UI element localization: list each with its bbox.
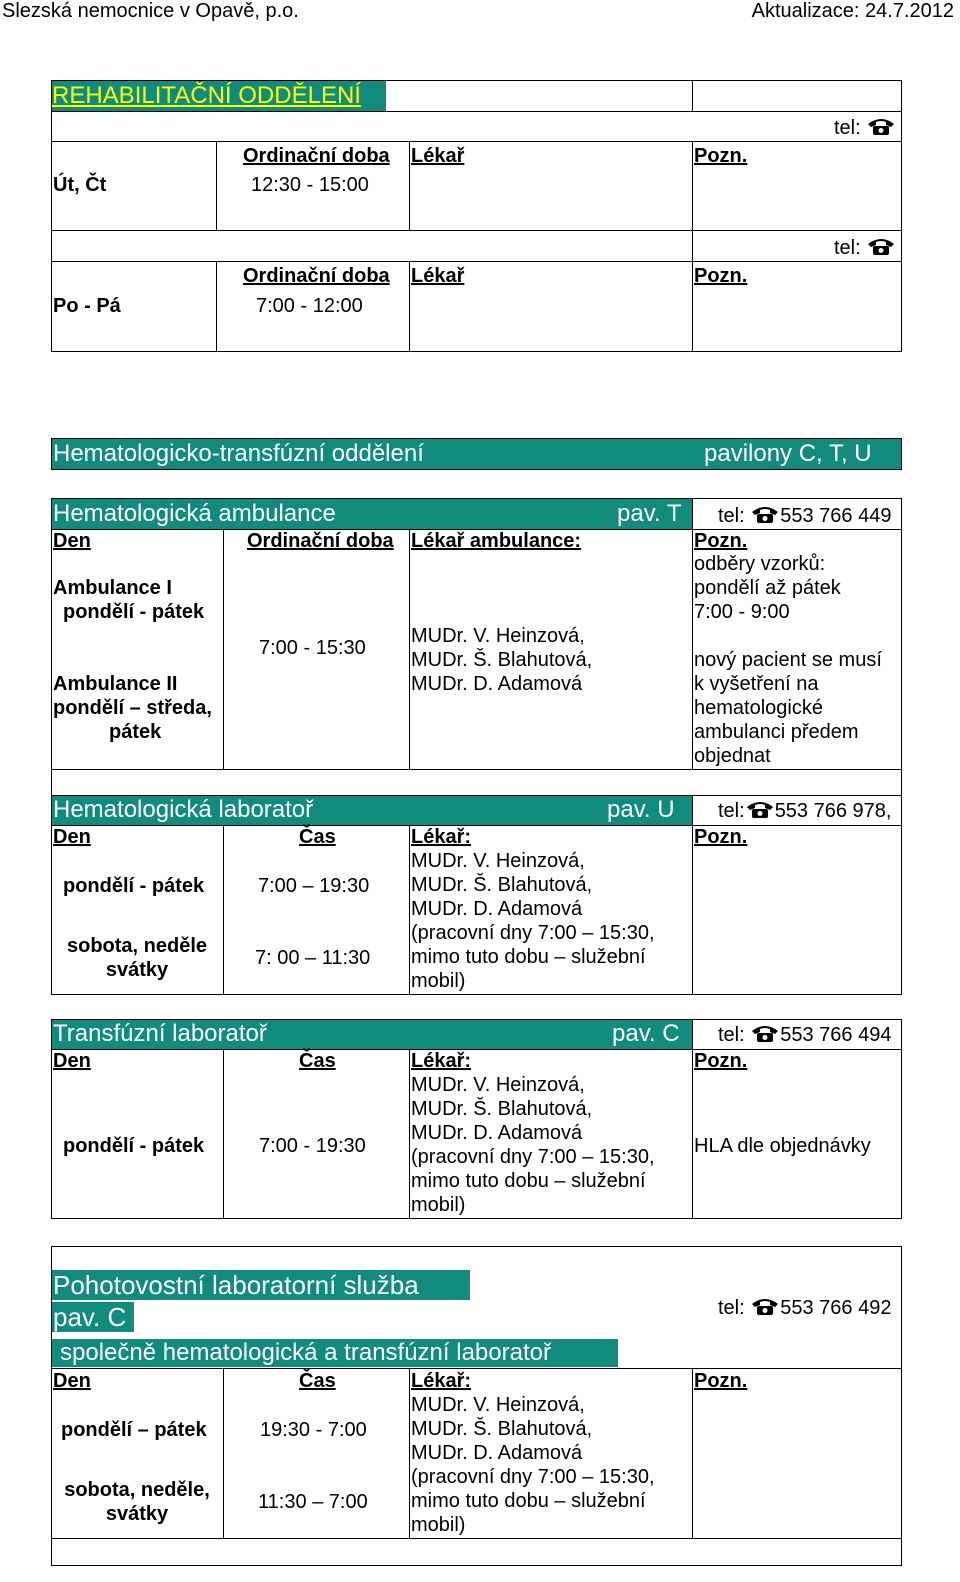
col-doctor: Lékař: [411,826,472,848]
col-note: Pozn. [694,1370,748,1392]
transf-title: Transfúzní laboratoř [53,1020,267,1047]
doctor-line: (pracovní dny 7:00 – 15:30, [411,1146,655,1168]
col-note: Pozn. [694,265,748,287]
note-line: odběry vzorků: [694,553,826,575]
col-day: Den [53,530,91,552]
page-header [0,0,960,24]
doctor-name: MUDr. D. Adamová [411,673,583,695]
lab-day2 [53,934,221,982]
hemato-pavilions: pavilony C, T, U [704,440,872,467]
doctor-line: (pracovní dny 7:00 – 15:30, [411,1466,655,1488]
hemato-lab-section [51,795,902,995]
institution-name: Slezská nemocnice v Opavě, p.o. [2,0,299,22]
doctor-line: MUDr. V. Heinzová, [411,850,585,872]
tel-label: tel: [718,1297,745,1319]
lab-title: Hematologická laboratoř [53,796,314,823]
telephone-icon [750,1023,780,1043]
doctor-line: mimo tuto dobu – služební [411,1490,646,1512]
rehab-section [51,80,902,352]
col-doctor: Lékař: [411,1050,472,1072]
emerg-doctors [411,1393,655,1537]
doctor-hours-title: Ordinační hodiny lékaře [53,112,307,139]
tel-label: tel: [718,1024,745,1046]
telephone-icon [750,504,780,524]
doctor-line: mimo tuto dobu – služební [411,946,646,968]
note-line: hematologické [694,697,823,719]
day-line: sobota, neděle [66,935,208,957]
doctor-line: mobil) [411,970,466,992]
doctor-line: MUDr. D. Adamová [411,1122,583,1144]
doctor-line: (pracovní dny 7:00 – 15:30, [411,922,655,944]
doctor-line: mobil) [411,1514,466,1536]
lab-pav: pav. U [607,796,675,823]
day-line: svátky [105,959,169,981]
tel-label: tel: [834,237,861,259]
col-hours: Ordinační doba [243,145,390,167]
tel-label: tel: [718,800,745,822]
doctor-hours-value: 12:30 - 15:00 [251,174,369,196]
note-line: objednat [694,745,771,767]
doctor-name: MUDr. Š. Blahutová, [411,649,593,671]
col-doctor: Lékař [411,145,465,167]
col-hours: Ordinační doba [247,530,394,552]
amb1-label [53,576,204,624]
doctor-line: MUDr. V. Heinzová, [411,1394,585,1416]
amb-hours-pav: pav. W [609,232,682,259]
amb-day: Po - Pá [53,295,121,317]
doctor-name: MUDr. V. Heinzová, [411,625,585,647]
col-time: Čas [299,1370,336,1392]
col-hours: Ordinační doba [243,265,390,287]
telephone-icon [866,116,896,136]
amb2-label [53,672,212,744]
amb-pav: pav. T [617,500,682,527]
amb-note1 [694,552,841,624]
transf-note: HLA dle objednávky [694,1135,871,1157]
emerg-time2: 11:30 – 7:00 [258,1491,368,1513]
doctor-hours-tel [834,116,896,140]
lab-time2: 7: 00 – 11:30 [255,947,371,969]
tel-number: 553 766 449 [780,505,892,527]
emerg-title: Pohotovostní laboratorní služba [53,1270,419,1300]
amb-hours: 7:00 - 15:30 [259,637,366,659]
lab-doctors [411,849,655,993]
telephone-icon [866,236,896,256]
day-line: svátky [105,1503,169,1525]
doctor-hours-pav: pav. W [607,112,680,139]
telephone-icon [745,799,775,819]
col-note: Pozn. [694,145,748,167]
transf-doctors [411,1073,655,1217]
hemato-ambulance-section [51,498,902,796]
amb-hours-tel [834,236,896,260]
doctor-line: MUDr. D. Adamová [411,898,583,920]
emerg-tel [718,1296,891,1320]
doctor-line: mimo tuto dobu – služební [411,1170,646,1192]
col-note: Pozn. [694,530,748,552]
doctor-day: Út, Čt [53,174,107,196]
hemato-title-bar [51,438,902,470]
transf-pav: pav. C [612,1020,680,1047]
note-line: k vyšetření na [694,673,819,695]
col-day: Den [53,826,91,848]
tel-label: tel: [834,117,861,139]
col-note: Pozn. [694,826,748,848]
lab-day1: pondělí - pátek [63,875,205,897]
doctor-line: MUDr. D. Adamová [411,1442,583,1464]
col-day: Den [53,1370,91,1392]
emerg-pav: pav. C [53,1302,127,1332]
tel-number: 553 766 978, [774,800,892,822]
emerg-time1: 19:30 - 7:00 [260,1419,367,1441]
emerg-day2 [53,1478,221,1526]
col-note: Pozn. [694,1050,748,1072]
col-doctor: Lékař ambulance: [411,530,582,552]
doctor-line: MUDr. Š. Blahutová, [411,1418,593,1440]
emerg-day1: pondělí – pátek [61,1419,207,1441]
rehab-title: REHABILITAČNÍ ODDĚLENÍ [52,81,386,111]
transf-time: 7:00 - 19:30 [259,1135,366,1157]
col-time: Čas [299,826,336,848]
doctor-line: MUDr. V. Heinzová, [411,1074,585,1096]
amb2-name: Ambulance II [53,673,178,695]
amb-hours-value: 7:00 - 12:00 [256,295,363,317]
lab-tel [718,799,891,823]
hemato-title: Hematologicko-transfúzní oddělení [53,440,424,467]
update-date: Aktualizace: 24.7.2012 [751,0,954,22]
tel-label: tel: [718,505,745,527]
emergency-lab-section [51,1246,902,1566]
amb1-days: pondělí - pátek [63,601,205,623]
amb2-days: pondělí – středa, [53,697,212,719]
col-doctor: Lékař [411,265,465,287]
transf-tel [718,1023,891,1047]
amb1-name: Ambulance I [53,577,172,599]
day-line: sobota, neděle, [64,1479,210,1501]
amb-note2 [694,648,882,768]
emerg-subtitle: společně hematologická a transfúzní laboratoř [60,1339,551,1366]
col-time: Čas [299,1050,336,1072]
amb-tel [718,504,891,528]
col-doctor: Lékař: [411,1370,472,1392]
transfusion-lab-section [51,1019,902,1219]
amb-title: Hematologická ambulance [53,500,336,527]
amb2-days-extra: pátek [109,721,162,743]
doctor-line: MUDr. Š. Blahutová, [411,1098,593,1120]
note-line: nový pacient se musí [694,649,882,671]
amb-doctors [411,624,592,696]
lab-time1: 7:00 – 19:30 [258,875,370,897]
tel-number: 553 766 494 [780,1024,892,1046]
doctor-line: mobil) [411,1194,466,1216]
telephone-icon [750,1296,780,1316]
note-line: ambulanci předem [694,721,859,743]
note-line: pondělí až pátek [694,577,841,599]
doctor-line: MUDr. Š. Blahutová, [411,874,593,896]
transf-day: pondělí - pátek [63,1135,205,1157]
tel-number: 553 766 492 [780,1297,892,1319]
col-day: Den [53,1050,91,1072]
amb-hours-title: Ordinační hodiny ambulance [53,232,359,259]
note-line: 7:00 - 9:00 [694,601,790,623]
